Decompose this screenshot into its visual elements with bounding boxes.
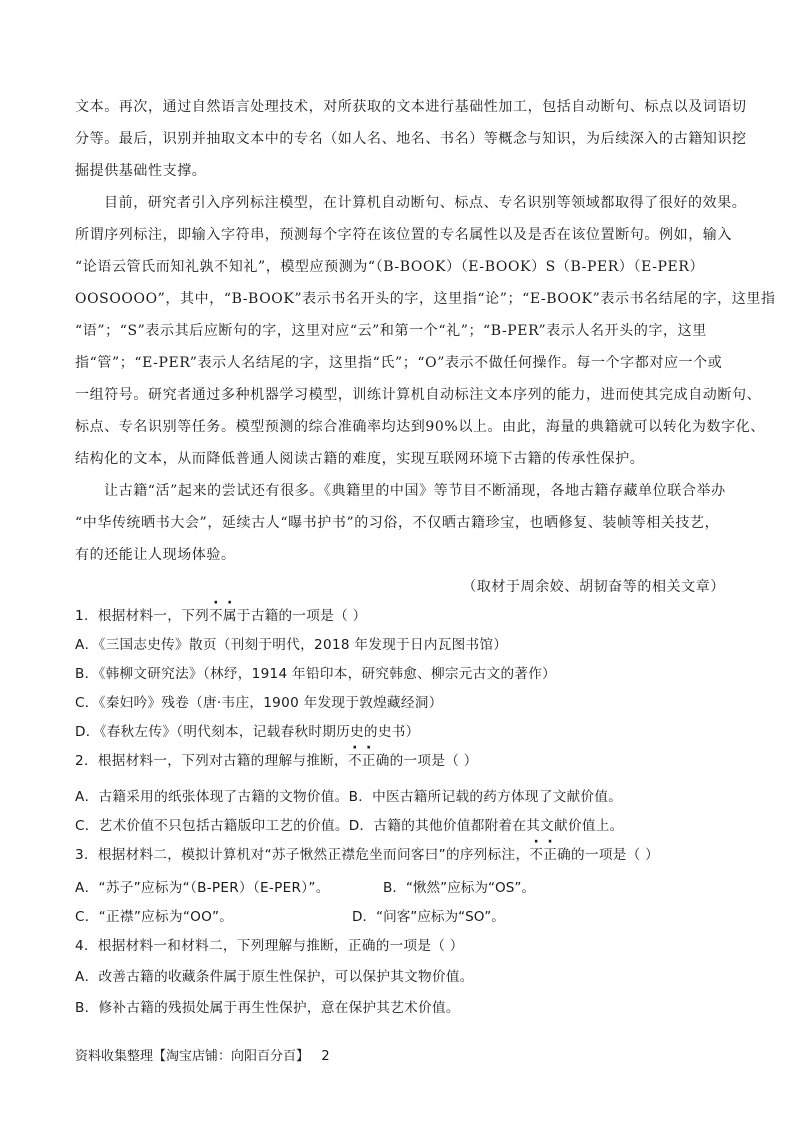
- emphasis-char: 不: [529, 847, 544, 863]
- question-3-stem: [75, 845, 659, 865]
- paragraph-line: 一组符号。研究者通过多种机器学习模型，训练计算机自动标注文本序列的能力，进而使其完成自动断句、: [75, 387, 762, 403]
- paragraph-line: 指“管”；“E-PER”表示人名结尾的字，这里指“氏”；“O”表示不做任何操作。每一个字都对应一个或: [75, 355, 723, 371]
- emphasis-char: 不: [347, 753, 362, 769]
- paragraph-line: 文本。再次，通过自然语言处理技术，对所获取的文本进行基础性加工，包括自动断句、标点以及词语切: [75, 99, 747, 115]
- question-4-option-a: A．改善古籍的收藏条件属于原生性保护，可以保护其文物价值。: [75, 969, 474, 985]
- stem-text: 于古籍的一项是（ ）: [236, 608, 367, 624]
- stem-text: 确的一项是（ ）: [375, 753, 478, 769]
- paragraph-line: “中华传统晒书大会”，延续古人“曝书护书”的习俗，不仅晒古籍珍宝，也晒修复、装帧等相关技艺，: [75, 515, 720, 531]
- question-1-stem: [75, 606, 366, 626]
- paragraph-line: 有的还能让人现场体验。: [75, 547, 236, 563]
- question-1-option-a: A．《三国志史传》散页（刊刻于明代，2018 年发现于日内瓦图书馆）: [75, 637, 508, 653]
- stem-text: 3．根据材料二，模拟计算机对“苏子愀然正襟危坐而问客曰”的序列标注，: [75, 847, 530, 863]
- question-3-option-a: A．“苏子”应标为“（B-PER）（E-PER）”。: [75, 880, 330, 896]
- page-footer: [75, 1048, 330, 1066]
- question-2-options-cd: C．艺术价值不只包括古籍版印工艺的价值。D．古籍的其他价值都附着在其文献价值上。: [75, 818, 624, 834]
- question-2-options-ab: A．古籍采用的纸张体现了古籍的文物价值。B．中医古籍所记载的药方体现了文献价值。: [75, 789, 623, 805]
- stem-text: 2．根据材料一，下列对古籍的理解与推断，: [75, 753, 348, 769]
- question-4-option-b: B．修补古籍的残损处属于再生性保护，意在保护其艺术价值。: [75, 1000, 460, 1016]
- paragraph-line: 目前，研究者引入序列标注模型，在计算机自动断句、标点、专名识别等领域都取得了很好的效果。: [104, 195, 747, 211]
- question-1-option-d: D．《春秋左传》（明代刻本，记载春秋时期历史的史书）: [75, 724, 420, 740]
- question-1-option-c: C．《秦妇吟》残卷（唐·韦庄，1900 年发现于敦煌藏经洞）: [75, 695, 443, 711]
- stem-text: 确的一项是（ ）: [557, 847, 660, 863]
- paragraph-line: OOSOOOO”，其中，“B-BOOK”表示书名开头的字，这里指“论”；“E-BOOK”表示书名结尾的字，这里指: [75, 291, 776, 307]
- question-3-option-d: D．“问客”应标为“SO”。: [352, 909, 505, 925]
- paragraph-line: 结构化的文本，从而降低普通人阅读古籍的难度，实现互联网环境下古籍的传承性保护。: [75, 451, 645, 467]
- question-1-option-b: B．《韩柳文研究法》（林纾，1914 年铅印本，研究韩愈、柳宗元古文的著作）: [75, 666, 557, 682]
- paragraph-line: “论语云管氏而知礼孰不知礼”，模型应预测为“（B-BOOK）（E-BOOK）S（B-PER）（E-PER）: [75, 259, 705, 275]
- emphasis-char: 不: [209, 608, 223, 624]
- paragraph-line: 让古籍“活”起来的尝试还有很多。《典籍里的中国》等节目不断涌现，各地古籍存藏单位联合举办: [104, 483, 726, 499]
- paragraph-line: 掘提供基础性支撑。: [75, 163, 207, 179]
- stem-text: 1．根据材料一，下列: [75, 608, 209, 624]
- emphasis-char: 正: [543, 847, 558, 863]
- paragraph-line: 所谓序列标注，即输入字符串，预测每个字符在该位置的专名属性以及是否在该位置断句。例如，输入: [75, 227, 732, 243]
- emphasis-char: 属: [222, 608, 237, 624]
- source-attribution: （取材于周余姣、胡韧奋等的相关文章）: [462, 579, 725, 595]
- question-4-stem: 4．根据材料一和材料二，下列理解与推断，正确的一项是（ ）: [75, 938, 464, 954]
- paragraph-line: 分等。最后，识别并抽取文本中的专名（如人名、地名、书名）等概念与知识，为后续深入的古籍知识挖: [75, 131, 747, 147]
- emphasis-char: 正: [361, 753, 376, 769]
- question-3-option-b: B．“愀然”应标为“OS”。: [383, 880, 535, 896]
- paragraph-line: “语”；“S”表示其后应断句的字，这里对应“云”和第一个“礼”；“B-PER”表示人名开头的字，这里: [75, 323, 707, 339]
- page-number: 2: [321, 1049, 330, 1064]
- paragraph-line: 标点、专名识别等任务。模型预测的综合准确率均达到90%以上。由此，海量的典籍就可以转化为数字化、: [75, 419, 765, 435]
- question-3-option-c: C．“正襟”应标为“OO”。: [75, 909, 234, 925]
- question-2-stem: [75, 751, 478, 771]
- footer-text: 资料收集整理【淘宝店铺：向阳百分百】: [75, 1049, 310, 1064]
